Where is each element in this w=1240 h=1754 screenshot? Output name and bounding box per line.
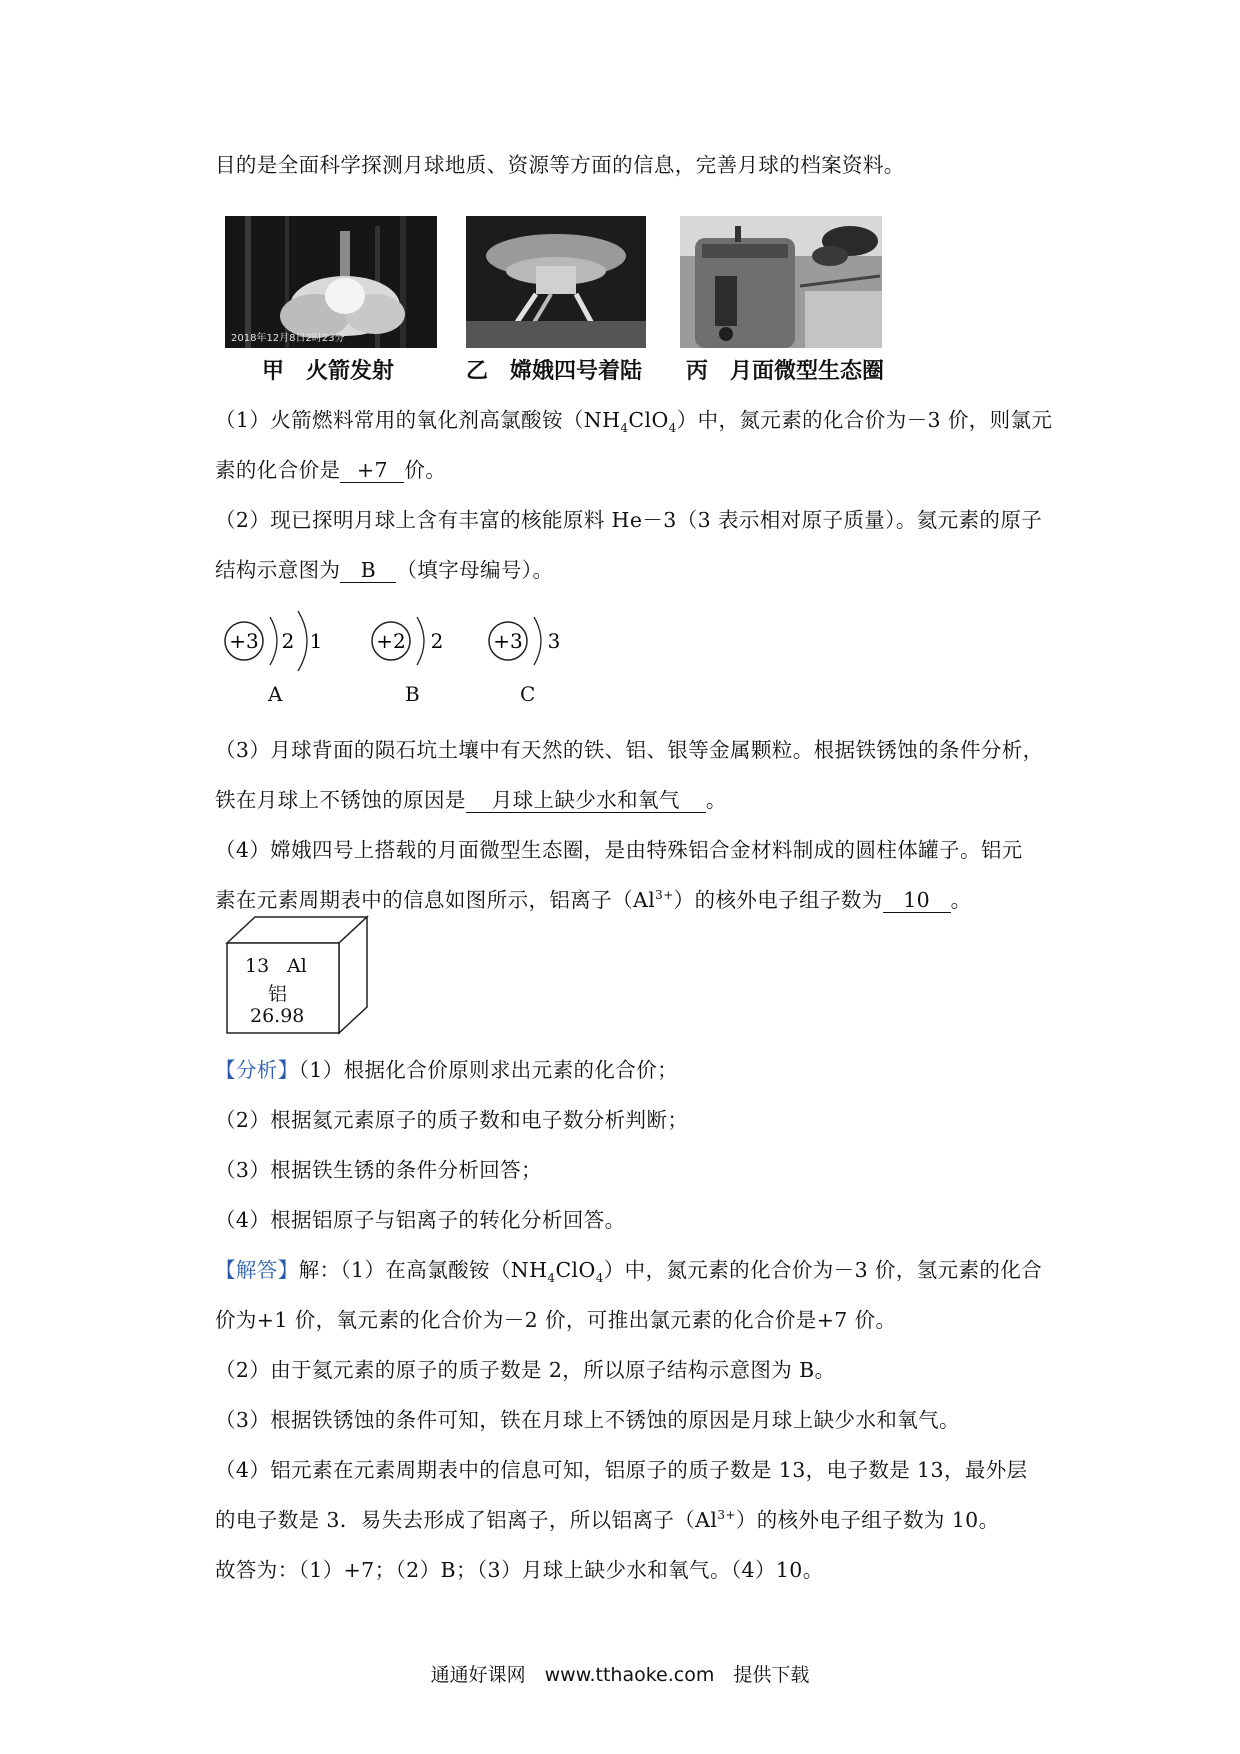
svg-text:+2: +2: [376, 629, 406, 653]
solution-line-4: （3）根据铁锈蚀的条件可知，铁在月球上不锈蚀的原因是月球上缺少水和氧气。: [215, 1408, 960, 1432]
question-3-line-2: 铁在月球上不锈蚀的原因是 月球上缺少水和氧气 。: [215, 788, 727, 812]
atom-diagram-a: [218, 605, 328, 677]
question-4-line-2: 素在元素周期表中的信息如图所示，铝离子$(Al^{3+})$的核外电子组子数为 10 。: [215, 888, 972, 912]
solution-tag: 【解答】: [215, 1258, 299, 1282]
caption-rocket-launch: 甲 火箭发射: [262, 359, 395, 384]
analysis-tag: 【分析】: [215, 1058, 299, 1082]
intro-text: 目的是全面科学探测月球地质、资源等方面的信息，完善月球的档案资料。: [215, 153, 905, 177]
photo-lunar-micro-ecosystem: [680, 216, 882, 348]
question-3-answer: 月球上缺少水和氧气: [466, 788, 706, 813]
svg-text:2: 2: [281, 629, 295, 653]
question-4-line-1: （4）嫦娥四号上搭载的月面微型生态圈，是由特殊铝合金材料制成的圆柱体罐子。铝元: [215, 838, 1023, 862]
solution-line-6: 的电子数是 3．易失去形成了铝离子，所以铝离子$(Al^{3+})$的核外电子组子数为 10。: [215, 1508, 1000, 1532]
question-1-answer: +7: [340, 458, 404, 483]
solution-line-7: 故答为：（1）+7；（2）B；（3）月球上缺少水和氧气。（4）10。: [215, 1558, 824, 1582]
page-footer: 通通好课网 www.tthaoke.com 提供下载: [430, 1664, 810, 1686]
question-2-answer: B: [340, 558, 396, 583]
analysis-line-4: （4）根据铝原子与铝离子的转化分析回答。: [215, 1208, 626, 1232]
svg-text:1: 1: [309, 629, 323, 653]
question-2-line-1: （2）现已探明月球上含有丰富的核能原料 He－3（3 表示相对原子质量）。氦元素的原子: [215, 508, 1043, 532]
question-4-answer: 10: [883, 888, 951, 913]
atom-label-a: A: [268, 682, 283, 706]
solution-line-2: 价为+1 价，氧元素的化合价为－2 价，可推出氯元素的化合价是+7 价。: [215, 1308, 897, 1332]
question-1-line-2: 素的化合价是 +7 价。: [215, 458, 447, 482]
photo-timestamp: 2018年12月8日2时23分: [231, 333, 345, 344]
caption-change4-landing: 乙 嫦娥四号着陆: [466, 359, 643, 384]
atom-label-b: B: [405, 682, 420, 706]
question-2-line-2: 结构示意图为 B （填字母编号）。: [215, 558, 554, 582]
analysis-line-3: （3）根据铁生锈的条件分析回答；: [215, 1158, 542, 1182]
svg-text:+3: +3: [229, 629, 259, 653]
analysis-line-1: 【分析】（1）根据化合价原则求出元素的化合价；: [215, 1058, 679, 1082]
element-name: 铝: [268, 983, 288, 1005]
caption-lunar-micro-ecosystem: 丙 月面微型生态圈: [686, 359, 885, 384]
svg-text:3: 3: [547, 629, 561, 653]
aluminum-periodic-table-card: [225, 915, 383, 1035]
solution-line-3: （2）由于氦元素的原子的质子数是 2，所以原子结构示意图为 B。: [215, 1358, 836, 1382]
atom-diagram-b: [365, 605, 455, 677]
photo-change4-landing: [466, 216, 646, 348]
element-symbol: Al: [287, 955, 307, 977]
svg-text:+3: +3: [493, 629, 523, 653]
solution-line-1: 【解答】解：（1）在高氯酸铵$(NH_4ClO_4)$中，氮元素的化合价为－3 价，氢元素的化合: [215, 1258, 1043, 1286]
element-atomic-number: 13: [245, 955, 270, 977]
element-atomic-mass: 26.98: [250, 1005, 305, 1027]
photo-rocket-launch: [225, 216, 437, 348]
question-1-line-1: （1）火箭燃料常用的氧化剂高氯酸铵$(NH_4ClO_4)$中，氮元素的化合价为－3 价，则氯元: [215, 408, 1053, 436]
analysis-line-2: （2）根据氦元素原子的质子数和电子数分析判断；: [215, 1108, 689, 1132]
atom-label-c: C: [520, 682, 536, 706]
solution-line-5: （4）铝元素在元素周期表中的信息可知，铝原子的质子数是 13，电子数是 13，最外层: [215, 1458, 1028, 1482]
question-3-line-1: （3）月球背面的陨石坑土壤中有天然的铁、铝、银等金属颗粒。根据铁锈蚀的条件分析，: [215, 738, 1044, 762]
atom-diagram-c: [482, 605, 572, 677]
svg-text:2: 2: [430, 629, 444, 653]
